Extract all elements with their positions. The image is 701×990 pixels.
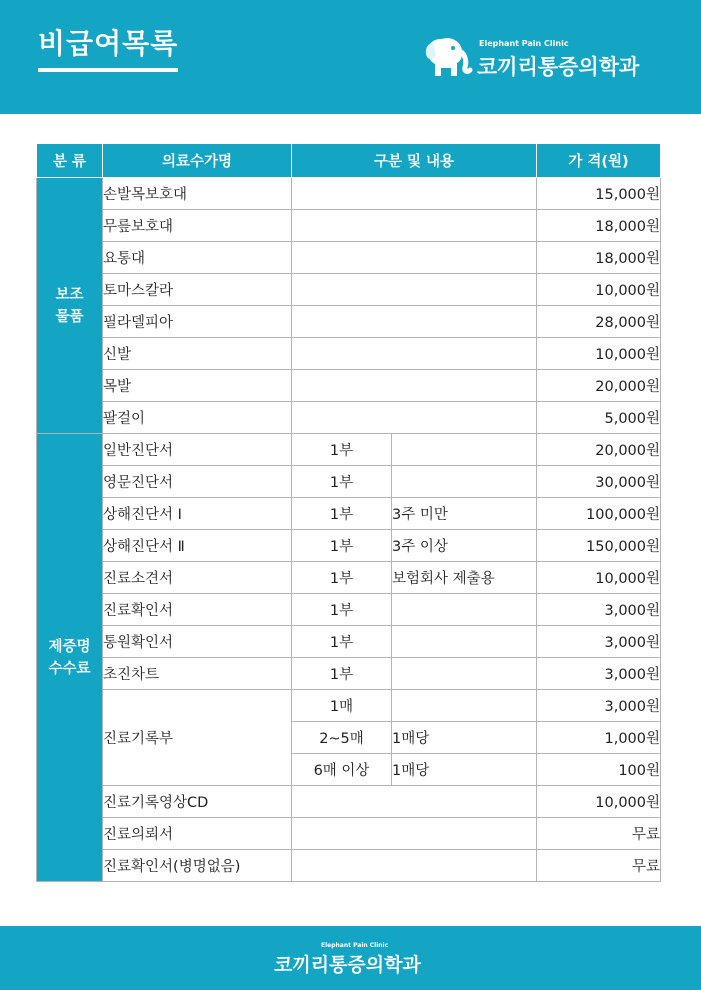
item-detail: [292, 786, 537, 818]
item-name: 진료확인서(병명없음): [103, 850, 292, 882]
item-price: 18,000원: [537, 242, 661, 274]
item-note: 보험회사 제출용: [392, 562, 537, 594]
item-detail: [292, 818, 537, 850]
item-note: 1매당: [392, 722, 537, 754]
item-name: 진료기록영상CD: [103, 786, 292, 818]
category-assist: [37, 178, 103, 434]
item-name: 상해진단서 Ⅱ: [103, 530, 292, 562]
item-detail: [292, 850, 537, 882]
item-note: [392, 594, 537, 626]
assist-section: [37, 178, 661, 434]
table-header-row: [37, 144, 661, 178]
item-price: 10,000원: [537, 274, 661, 306]
table-row: [37, 178, 661, 210]
item-price: 무료: [537, 850, 661, 882]
item-note: 1매당: [392, 754, 537, 786]
item-price: 3,000원: [537, 658, 661, 690]
table-row: [37, 818, 661, 850]
table-row: [37, 594, 661, 626]
item-note: [392, 658, 537, 690]
item-detail: [292, 242, 537, 274]
table-row: [37, 690, 661, 722]
table-row: [37, 850, 661, 882]
category-assist-label: 보조 물품: [55, 286, 84, 325]
item-price: 3,000원: [537, 690, 661, 722]
elephant-icon: [423, 33, 473, 79]
logo-korean: 코끼리통증의학과: [477, 55, 640, 79]
item-name: 필라델피아: [103, 306, 292, 338]
item-quantity: 2~5매: [292, 722, 392, 754]
table-row: [37, 274, 661, 306]
item-note: [392, 626, 537, 658]
item-price: 무료: [537, 818, 661, 850]
item-name: 일반진단서: [103, 434, 292, 466]
item-quantity: 1부: [292, 562, 392, 594]
item-price: 3,000원: [537, 594, 661, 626]
item-price: 28,000원: [537, 306, 661, 338]
table-row: [37, 786, 661, 818]
item-note: [392, 690, 537, 722]
item-name: 통원확인서: [103, 626, 292, 658]
item-price: 3,000원: [537, 626, 661, 658]
table-row: [37, 242, 661, 274]
fee-table: [36, 143, 661, 882]
item-name: 초진차트: [103, 658, 292, 690]
item-detail: [292, 274, 537, 306]
item-name: 손발목보호대: [103, 178, 292, 210]
item-quantity: 6매 이상: [292, 754, 392, 786]
item-price: 20,000원: [537, 370, 661, 402]
item-name: 토마스칼라: [103, 274, 292, 306]
item-quantity: 1부: [292, 498, 392, 530]
table-row: [37, 306, 661, 338]
item-detail: [292, 338, 537, 370]
item-name: 목발: [103, 370, 292, 402]
item-detail: [292, 370, 537, 402]
table-row: [37, 338, 661, 370]
header-price: 가 격(원): [537, 144, 661, 178]
category-certs: [37, 434, 103, 882]
table-row: [37, 498, 661, 530]
item-price: 100,000원: [537, 498, 661, 530]
table-row: [37, 626, 661, 658]
item-name: 신발: [103, 338, 292, 370]
footer-logo-korean: 코끼리통증의학과: [274, 954, 421, 976]
item-quantity: 1부: [292, 626, 392, 658]
item-quantity: 1부: [292, 594, 392, 626]
table-row: [37, 210, 661, 242]
item-name: 팔걸이: [103, 402, 292, 434]
item-detail: [292, 178, 537, 210]
table-row: [37, 562, 661, 594]
table-row: [37, 370, 661, 402]
page-title: 비급여목록: [38, 26, 178, 72]
item-name: 요통대: [103, 242, 292, 274]
header-category: 분 류: [37, 144, 103, 178]
item-name: 진료소견서: [103, 562, 292, 594]
item-quantity: 1매: [292, 690, 392, 722]
item-price: 150,000원: [537, 530, 661, 562]
item-price: 100원: [537, 754, 661, 786]
item-price: 5,000원: [537, 402, 661, 434]
table-row: [37, 434, 661, 466]
item-price: 20,000원: [537, 434, 661, 466]
header-banner: [0, 0, 701, 114]
item-price: 15,000원: [537, 178, 661, 210]
header-detail: 구분 및 내용: [292, 144, 537, 178]
item-name: 무릎보호대: [103, 210, 292, 242]
item-note: 3주 이상: [392, 530, 537, 562]
item-note: 3주 미만: [392, 498, 537, 530]
item-price: 10,000원: [537, 786, 661, 818]
table-row: [37, 530, 661, 562]
item-detail: [292, 210, 537, 242]
item-detail: [292, 402, 537, 434]
item-quantity: 1부: [292, 530, 392, 562]
item-note: [392, 466, 537, 498]
logo-english: Elephant Pain Clinic: [479, 39, 569, 48]
cert-section: [37, 434, 661, 882]
item-name: 영문진단서: [103, 466, 292, 498]
header-name: 의료수가명: [103, 144, 292, 178]
table-row: [37, 466, 661, 498]
table-row: [37, 658, 661, 690]
table-row: [37, 402, 661, 434]
item-quantity: 1부: [292, 658, 392, 690]
footer-banner: [0, 926, 701, 990]
item-name: 상해진단서 Ⅰ: [103, 498, 292, 530]
item-note: [392, 434, 537, 466]
item-quantity: 1부: [292, 466, 392, 498]
footer-logo-english: Elephant Pain Clinic: [321, 942, 389, 949]
item-price: 1,000원: [537, 722, 661, 754]
item-name: 진료의뢰서: [103, 818, 292, 850]
item-name: 진료확인서: [103, 594, 292, 626]
item-price: 18,000원: [537, 210, 661, 242]
item-detail: [292, 306, 537, 338]
item-price: 10,000원: [537, 338, 661, 370]
item-price: 30,000원: [537, 466, 661, 498]
item-name: 진료기록부: [103, 690, 292, 786]
item-price: 10,000원: [537, 562, 661, 594]
category-certs-label: 제증명 수수료: [48, 638, 91, 677]
item-quantity: 1부: [292, 434, 392, 466]
